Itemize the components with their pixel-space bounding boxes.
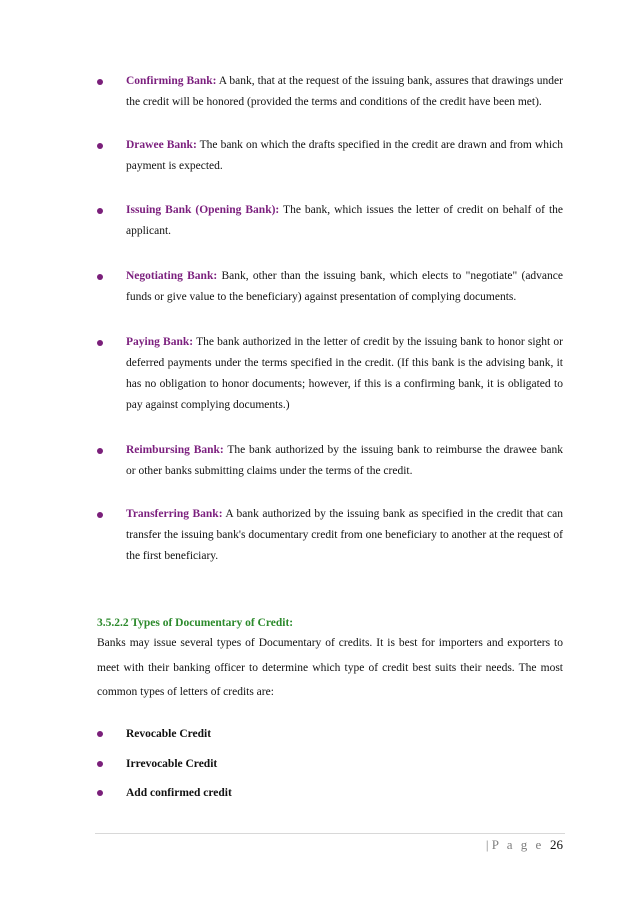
bullet-icon (97, 448, 103, 454)
page-number: 26 (550, 837, 563, 852)
definition-text: A bank, that at the request of the issuing bank, assures that drawings under the credit will be honored (provided the terms and conditions of the credit have been met). (126, 75, 563, 108)
definition-term: Confirming Bank: (126, 75, 217, 87)
definition-text: Bank, other than the issuing bank, which elects to "negotiate" (advance funds or give value to the beneficiary) against presentation of complying documents. (126, 270, 563, 303)
credit-type-item (97, 783, 563, 803)
footer-page-word: P a g e (491, 837, 544, 852)
credit-type-item (97, 754, 563, 774)
definition-item (97, 266, 563, 308)
bullet-icon (97, 731, 103, 737)
definition-text: The bank authorized by the issuing bank to reimburse the drawee bank or other banks submitting claims under the terms of the credit. (126, 444, 564, 477)
section-heading: 3.5.2.2 Types of Documentary of Credit: (97, 617, 294, 629)
definition-text: The bank, which issues the letter of credit on behalf of the applicant. (126, 204, 563, 237)
definition-term: Paying Bank: (126, 336, 194, 348)
definition-item (97, 71, 563, 113)
section-intro: Banks may issue several types of Documentary of credits. It is best for importers and exporters to meet with their banking officer to determine which type of credit best suits their needs. The most common types of letters of credits are: (97, 637, 563, 698)
bullet-icon (97, 143, 103, 149)
credit-type-label: Add confirmed credit (126, 787, 232, 799)
definition-term: Issuing Bank (Opening Bank): (126, 204, 280, 216)
definition-term: Transferring Bank: (126, 508, 223, 520)
definition-item (97, 200, 563, 242)
bank-definitions-list (97, 71, 563, 589)
bullet-icon (97, 208, 103, 214)
bullet-icon (97, 274, 103, 280)
definition-term: Reimbursing Bank: (126, 444, 224, 456)
definition-item (97, 440, 563, 482)
definition-term: Negotiating Bank: (126, 270, 218, 282)
bullet-icon (97, 512, 103, 518)
credit-type-label: Irrevocable Credit (126, 757, 218, 770)
definition-text: The bank authorized in the letter of credit by the issuing bank to honor sight or deferred payments under the terms specified in the credit. (If this bank is the advising bank, it has no obligation to honor documents; however, if this is a confirming bank, it is obligated to pay against complying documents.) (126, 336, 563, 411)
definition-item (97, 135, 563, 177)
bullet-icon (97, 79, 103, 85)
definition-text: A bank authorized by the issuing bank as specified in the credit that can transfer the issuing bank's documentary credit from one beneficiary to another at the request of the first beneficiary. (126, 508, 563, 562)
footer-divider (95, 833, 565, 834)
page-footer (486, 836, 563, 854)
bullet-icon (97, 340, 103, 346)
definition-item (97, 504, 563, 567)
bullet-icon (97, 761, 103, 767)
definition-term: Drawee Bank: (126, 139, 197, 151)
credit-type-label: Revocable Credit (126, 728, 212, 740)
definition-item (97, 332, 563, 416)
definition-text: The bank on which the drafts specified in the credit are drawn and from which payment is expected. (126, 139, 564, 172)
credit-types-list (97, 724, 563, 813)
credit-type-item (97, 724, 563, 744)
bullet-icon (97, 790, 103, 796)
footer-separator: | (485, 837, 489, 852)
